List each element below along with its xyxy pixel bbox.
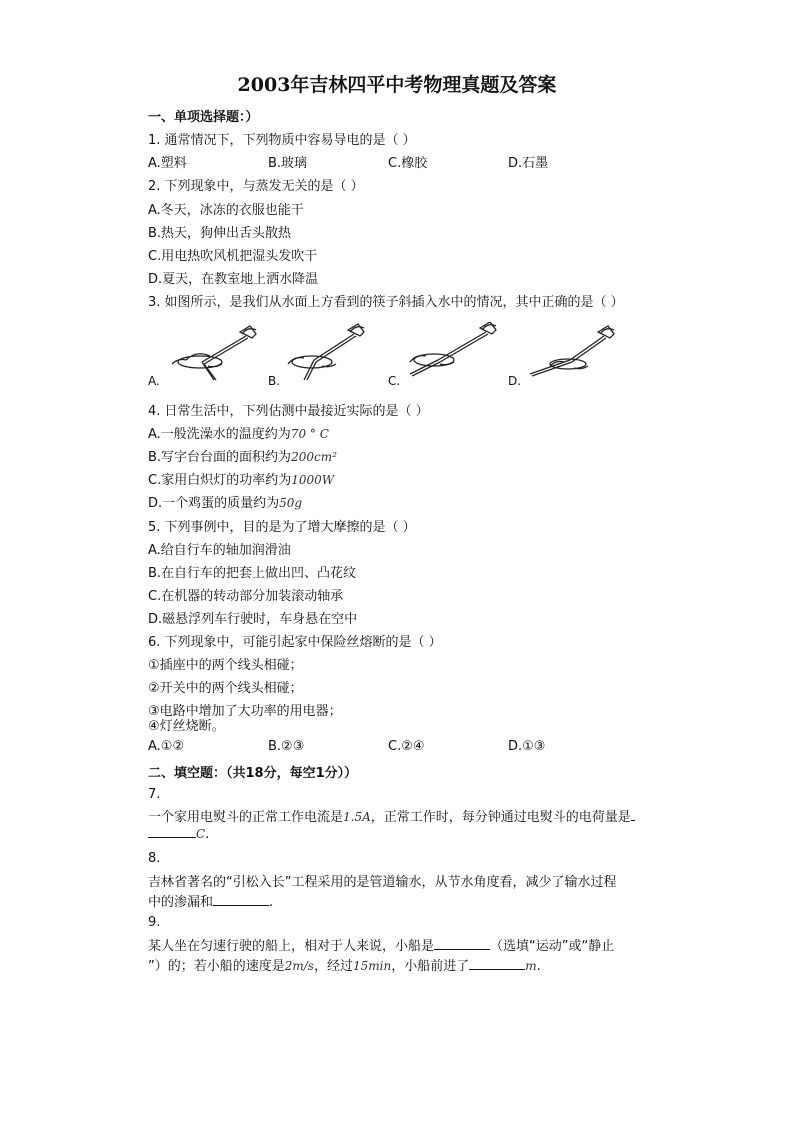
q4-d-value: 50g (279, 496, 303, 510)
q3-label-d: D. (508, 374, 522, 388)
q9-speed: 2m/s (284, 959, 314, 973)
q9-blank-distance[interactable] (469, 958, 525, 970)
question-2-stem: 2. 下列现象中，与蒸发无关的是（ ） (148, 179, 364, 194)
page-title: 2003年吉林四平中考物理真题及答案 (237, 74, 557, 96)
q7-current: 1.5A (343, 810, 371, 824)
q4-b-value: 200cm² (291, 450, 337, 464)
question-9-number: 9. (148, 915, 161, 930)
question-9-line2: ”）的；若小船的速度是2m/s，经过15min，小船前进了 m. (148, 959, 541, 974)
q6-item-1: ①插座中的两个线头相碰； (148, 658, 303, 673)
q1-option-c: C.橡胶 (388, 156, 428, 171)
question-5-stem: 5. 下列事例中，目的是为了增大摩擦的是（ ） (148, 520, 416, 535)
q2-option-b: B.热天，狗伸出舌头散热 (148, 226, 292, 241)
q3-label-b: B. (268, 374, 281, 388)
q5-option-b: B.在自行车的把套上做出凹、凸花纹 (148, 566, 357, 581)
question-3-stem: 3. 如图所示，是我们从水面上方看到的筷子斜插入水中的情况，其中正确的是（ ） (148, 295, 624, 310)
q6-option-a: A.①② (148, 739, 185, 754)
q4-a-value: 70 ° C (290, 427, 329, 441)
q1-option-d: D.石墨 (508, 156, 549, 171)
question-6-stem: 6. 下列现象中，可能引起家中保险丝熔断的是（ ） (148, 635, 442, 650)
q5-option-a: A.给自行车的轴加润滑油 (148, 543, 291, 558)
q9-time: 15min (352, 959, 392, 973)
q6-item-4: ④灯丝烧断。 (148, 719, 225, 734)
q4-option-a: A.一般洗澡水的温度约为70 ° C (148, 427, 329, 442)
q3-label-c: C. (388, 374, 401, 388)
chopstick-figure-a (168, 322, 268, 384)
q7-answer-blank[interactable] (148, 826, 196, 838)
q5-option-d: D.磁悬浮列车行驶时，车身悬在空中 (148, 612, 358, 627)
q1-option-b: B.玻璃 (268, 156, 308, 171)
q4-option-b: B.写字台台面的面积约为200cm² (148, 450, 337, 465)
chopstick-figure-c (404, 322, 504, 384)
q7-blank-start[interactable] (631, 809, 635, 821)
question-7-number: 7. (148, 787, 161, 802)
section-heading-choice: 一、单项选择题：） (148, 110, 259, 125)
q8-answer-blank[interactable] (213, 894, 269, 906)
q6-item-2: ②开关中的两个线头相碰； (148, 681, 303, 696)
q6-option-c: C.②④ (388, 739, 425, 754)
question-8-line2: 中的渗漏和 . (148, 895, 274, 910)
question-7-line1: 一个家用电熨斗的正常工作电流是1.5A，正常工作时，每分钟通过电熨斗的电荷量是 (148, 806, 635, 825)
q6-option-d: D.①③ (508, 739, 546, 754)
question-1-stem: 1. 通常情况下，下列物质中容易导电的是（ ） (148, 133, 416, 148)
q5-option-c: C.在机器的转动部分加装滚动轴承 (148, 589, 344, 604)
q2-option-c: C.用电热吹风机把湿头发吹干 (148, 249, 318, 264)
chopstick-figure-b (284, 322, 384, 384)
q6-item-3: ③电路中增加了大功率的用电器； (148, 704, 342, 719)
q2-option-d: D.夏天，在教室地上洒水降温 (148, 272, 319, 287)
question-8-number: 8. (148, 851, 161, 866)
section-heading-fill: 二、填空题：（共18分，每空1分）） (148, 766, 358, 781)
q2-option-a: A.冬天，冰冻的衣服也能干 (148, 203, 304, 218)
chopstick-figure-d (524, 322, 624, 384)
q9-blank-motion[interactable] (434, 938, 490, 950)
question-9-line1: 某人坐在匀速行驶的船上，相对于人来说，小船是 （选填“运动”或“静止 (148, 939, 615, 954)
q4-c-value: 1000W (291, 473, 335, 487)
q4-option-c: C.家用白炽灯的功率约为1000W (148, 473, 335, 488)
question-7-line2: C. (148, 826, 209, 842)
q3-label-a: A. (148, 374, 160, 388)
q1-option-a: A.塑料 (148, 156, 187, 171)
q6-option-b: B.②③ (268, 739, 305, 754)
q4-option-d: D.一个鸡蛋的质量约为50g (148, 496, 303, 511)
question-8-line1: 吉林省著名的“引松入长”工程采用的是管道输水，从节水角度看，减少了输水过程 (148, 875, 617, 890)
question-4-stem: 4. 日常生活中，下列估测中最接近实际的是（ ） (148, 404, 429, 419)
